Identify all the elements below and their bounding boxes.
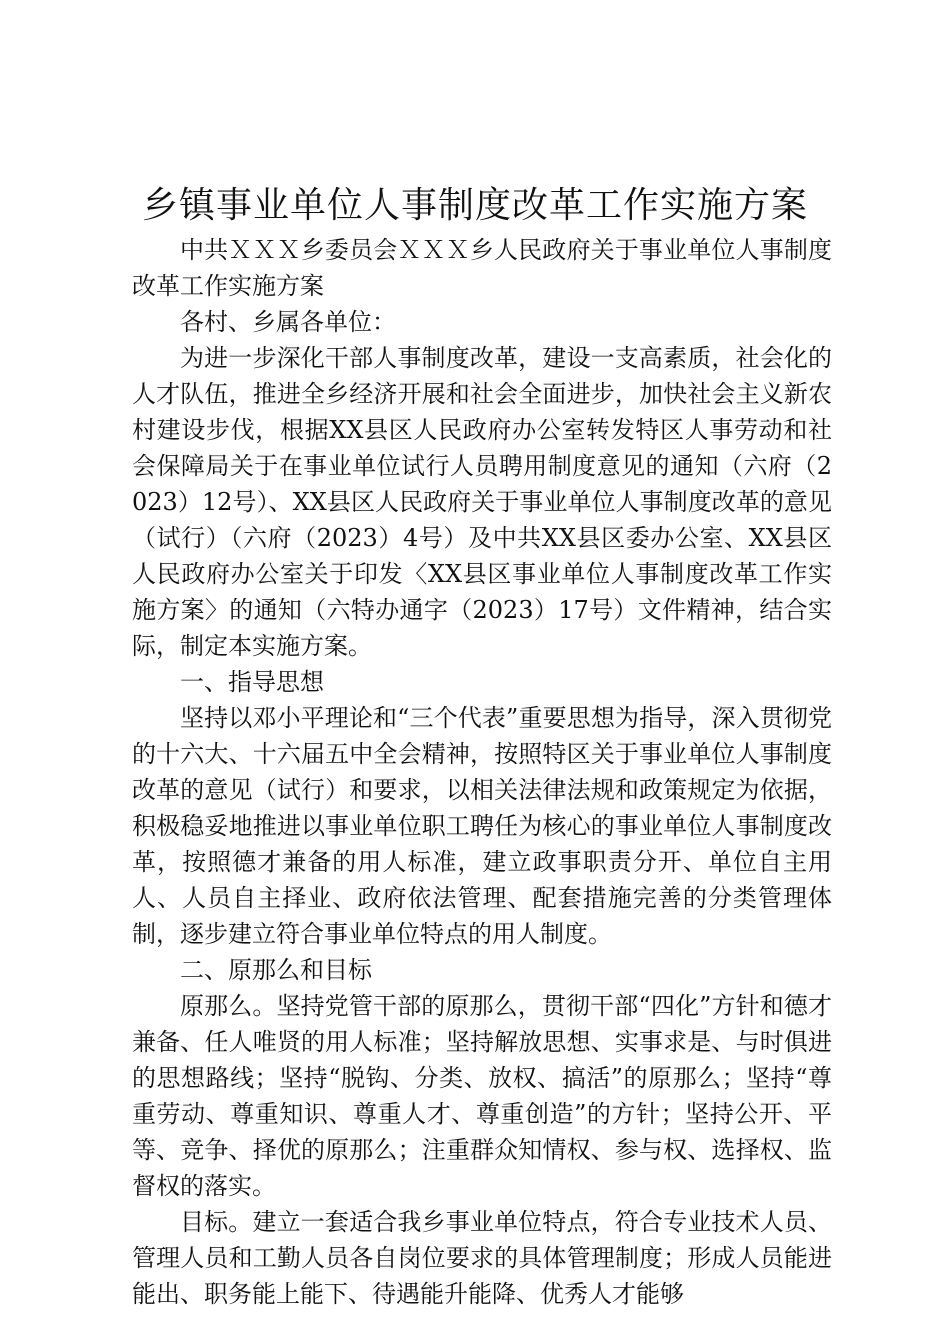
guiding-thought-paragraph: 坚持以邓小平理论和“三个代表”重要思想为指导，深入贯彻党的十六大、十六届五中全会精神，按照特区关于事业单位人事制度改革的意见（试行）和要求，以相关法律法规和政策规定为依据，积极稳妥地推进以事业单位职工聘任为核心的事业单位人事制度改革，按照德才兼备的用人标准，建立政事职责分开、单位自主用人、人员自主择业、政府依法管理、配套措施完善的分类管理体制，逐步建立符合事业单位特点的用人制度。 <box>132 704 832 948</box>
doc-heading-line: 中共ＸＸＸ乡委员会ＸＸＸ乡人民政府关于事业单位人事制度改革工作实施方案 <box>132 236 832 300</box>
principles-paragraph: 原那么。坚持党管干部的原那么，贯彻干部“四化”方针和德才兼备、任人唯贤的用人标准；坚持解放思想、实事求是、与时俱进的思想路线；坚持“脱钩、分类、放权、搞活”的原那么；坚持“尊重劳动、尊重知识、尊重人才、尊重创造”的方针；坚持公开、平等、竞争、择优的原那么；注重群众知情权、参与权、选择权、监督权的落实。 <box>132 992 832 1200</box>
section-heading-principles-goals: 二、原那么和目标 <box>180 956 372 984</box>
section-heading-guiding-thought: 一、指导思想 <box>180 668 324 696</box>
document-body <box>132 232 832 1312</box>
intro-paragraph: 为进一步深化干部人事制度改革，建设一支高素质，社会化的人才队伍，推进全乡经济开展和社会全面进步，加快社会主义新农村建设步伐，根据XX县区人民政府办公室转发特区人事劳动和社会保障局关于在事业单位试行人员聘用制度意见的通知（六府（2023）12号）、XX县区人民政府关于事业单位人事制度改革的意见（试行）（六府（2023）4号）及中共XX县区委办公室、XX县区人民政府办公室关于印发〈XX县区事业单位人事制度改革工作实施方案〉的通知（六特办通字（2023）17号）文件精神，结合实际，制定本实施方案。 <box>132 344 832 660</box>
goals-paragraph: 目标。建立一套适合我乡事业单位特点，符合专业技术人员、管理人员和工勤人员各自岗位要求的具体管理制度；形成人员能进能出、职务能上能下、待遇能升能降、优秀人才能够 <box>132 1208 832 1308</box>
document-title: 乡镇事业单位人事制度改革工作实施方案 <box>141 185 808 226</box>
salutation: 各村、乡属各单位： <box>180 308 396 336</box>
